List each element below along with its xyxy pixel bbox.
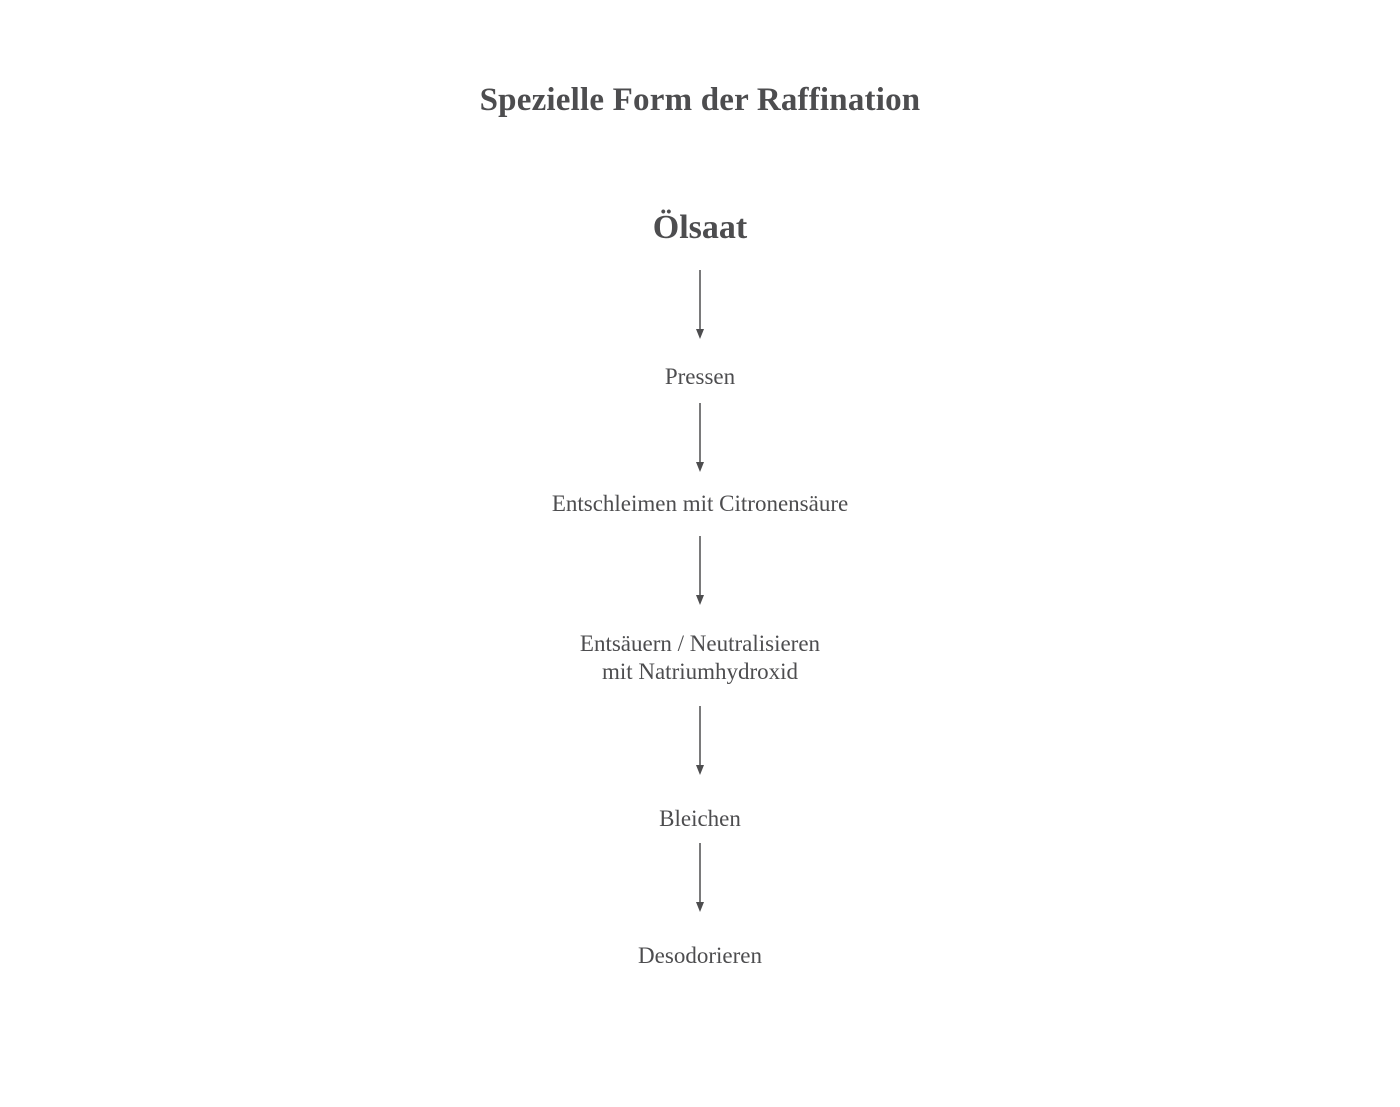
step-label: Desodorieren <box>638 943 762 968</box>
diagram-title: Spezielle Form der Raffination <box>479 82 921 118</box>
flow-step-bleichen <box>300 805 1100 833</box>
arrow-down-icon <box>690 843 710 913</box>
step-label-line-2: mit Natriumhydroxid <box>601 659 799 684</box>
flow-step-entsaeuern <box>300 630 1100 686</box>
arrow-down-icon <box>690 536 710 606</box>
step-label-line-1: Entsäuern / Neutralisieren <box>579 631 821 656</box>
flow-step-oelsaat <box>300 206 1100 250</box>
arrow-down-icon <box>690 706 710 776</box>
arrow-down-icon <box>690 403 710 473</box>
step-label: Entschleimen mit Citronensäure <box>551 491 849 516</box>
step-label: Ölsaat <box>652 209 748 246</box>
flow-step-entschleimen <box>300 490 1100 518</box>
step-label: Pressen <box>664 364 736 389</box>
arrow-down-icon <box>690 270 710 340</box>
flow-step-pressen <box>300 363 1100 391</box>
step-label: Bleichen <box>659 806 741 831</box>
flow-step-desodorieren <box>300 942 1100 970</box>
